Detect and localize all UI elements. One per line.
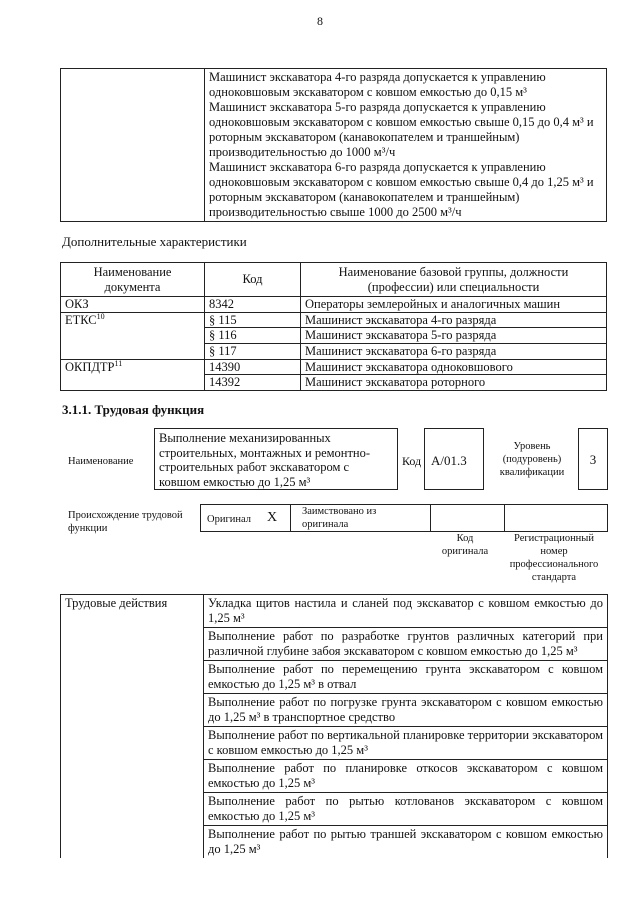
header-document: Наименование документа bbox=[61, 263, 205, 297]
footnote-ref: 11 bbox=[114, 358, 123, 368]
header-code: Код bbox=[205, 263, 301, 297]
action-item: Выполнение работ по вертикальной планировке территории экскаватором с ковшом емкостью до 1,25 м³ bbox=[204, 727, 608, 760]
doc-cell bbox=[61, 297, 205, 313]
note-grade-5: Машинист экскаватора 5-го разряда допускается к управлению одноковшовым экскаватором с ковшом емкостью свыше 0,15 до 0,4 м³ и роторным экскаватором (канавокопателем и траншейным) производительностью до 1000 м³/ч bbox=[209, 100, 594, 159]
note-grade-4: Машинист экскаватора 4-го разряда допускается к управлению одноковшовым экскаватором с ковшом емкостью до 0,15 м³ bbox=[209, 70, 546, 99]
original-mark: X bbox=[267, 510, 278, 525]
name-cell: Машинист экскаватора одноковшового bbox=[301, 359, 607, 375]
additional-characteristics-caption: Дополнительные характеристики bbox=[62, 234, 247, 249]
doc-name: ЕТКС bbox=[65, 312, 97, 327]
section-heading: 3.1.1. Трудовая функция bbox=[62, 402, 205, 417]
doc-cell bbox=[61, 312, 205, 328]
code-cell: § 116 bbox=[205, 328, 301, 344]
code-cell: § 115 bbox=[205, 312, 301, 328]
divider bbox=[430, 504, 431, 532]
additional-characteristics-table bbox=[60, 262, 607, 391]
code-cell: 8342 bbox=[205, 297, 301, 313]
divider bbox=[504, 504, 505, 532]
reg-number-label: Регистрационный номер профессионального стандарта bbox=[509, 533, 599, 583]
doc-name: ОКПДТР bbox=[65, 359, 115, 374]
action-item: Выполнение работ по рытью траншей экскаватором с ковшом емкостью до 1,25 м³ bbox=[204, 826, 608, 859]
page-number: 8 bbox=[317, 14, 323, 28]
action-item: Укладка щитов настила и сланей под экскаватор с ковшом емкостью до 1,25 м³ bbox=[204, 595, 608, 628]
table-row bbox=[61, 312, 607, 328]
doc-cell bbox=[61, 328, 205, 344]
qualification-notes-cell bbox=[205, 69, 607, 222]
table-row bbox=[61, 595, 608, 628]
action-item: Выполнение работ по планировке откосов экскаватором с ковшом емкостью до 1,25 м³ bbox=[204, 760, 608, 793]
code-original-label: Код оригинала bbox=[441, 533, 489, 557]
table-row bbox=[61, 328, 607, 344]
name-cell: Машинист экскаватора 6-го разряда bbox=[301, 343, 607, 359]
labor-actions-table bbox=[60, 594, 608, 858]
doc-cell bbox=[61, 359, 205, 375]
origin-label: Происхождение трудовой функции bbox=[68, 510, 183, 534]
code-cell: § 117 bbox=[205, 343, 301, 359]
table-row bbox=[61, 343, 607, 359]
name-cell: Машинист экскаватора 5-го разряда bbox=[301, 328, 607, 344]
header-group-name: Наименование базовой группы, должности (профессии) или специальности bbox=[301, 263, 607, 297]
name-cell: Машинист экскаватора 4-го разряда bbox=[301, 312, 607, 328]
table-row bbox=[61, 359, 607, 375]
doc-cell bbox=[61, 375, 205, 391]
empty-cell bbox=[61, 69, 205, 222]
note-grade-6: Машинист экскаватора 6-го разряда допускается к управлению одноковшовым экскаватором с ковшом емкостью свыше 0,4 до 1,25 м³ и роторным экскаватором (канавокопателем и траншейным) производительностью свыше 1000 до 2500 м³/ч bbox=[209, 160, 594, 219]
function-code-box: A/01.3 bbox=[424, 428, 484, 490]
divider bbox=[290, 504, 291, 532]
labor-actions-label: Трудовые действия bbox=[61, 595, 204, 859]
borrowed-label: Заимствовано из оригинала bbox=[302, 506, 377, 530]
original-label: Оригинал bbox=[207, 514, 251, 525]
code-cell: 14392 bbox=[205, 375, 301, 391]
action-item: Выполнение работ по перемещению грунта экскаватором с ковшом емкостью до 1,25 м³ в отвал bbox=[204, 661, 608, 694]
doc-cell bbox=[61, 343, 205, 359]
table-row bbox=[61, 297, 607, 313]
code-label: Код bbox=[402, 454, 422, 468]
table-row bbox=[61, 375, 607, 391]
action-item: Выполнение работ по рытью котлованов экскаватором с ковшом емкостью до 1,25 м³ bbox=[204, 793, 608, 826]
level-label: Уровень (подуровень) квалификации bbox=[499, 441, 565, 478]
name-cell: Операторы землеройных и аналогичных машин bbox=[301, 297, 607, 313]
table-header-row bbox=[61, 263, 607, 297]
qualification-notes-table bbox=[60, 68, 607, 222]
action-item: Выполнение работ по разработке грунтов различных категорий при различной глубине забоя экскаватором с ковшом емкостью до 1,25 м³ bbox=[204, 628, 608, 661]
action-item: Выполнение работ по погрузке грунта экскаватором с ковшом емкостью до 1,25 м³ в транспортное средство bbox=[204, 694, 608, 727]
code-cell: 14390 bbox=[205, 359, 301, 375]
doc-name: ОКЗ bbox=[65, 297, 89, 312]
footnote-ref: 10 bbox=[96, 311, 105, 321]
level-value-box: 3 bbox=[578, 428, 608, 490]
name-cell: Машинист экскаватора роторного bbox=[301, 375, 607, 391]
function-name-box: Выполнение механизированных строительных, монтажных и ремонтно-строительных работ экскаватором с ковшом емкостью до 1,25 м³ bbox=[154, 428, 398, 490]
name-label: Наименование bbox=[68, 456, 134, 467]
